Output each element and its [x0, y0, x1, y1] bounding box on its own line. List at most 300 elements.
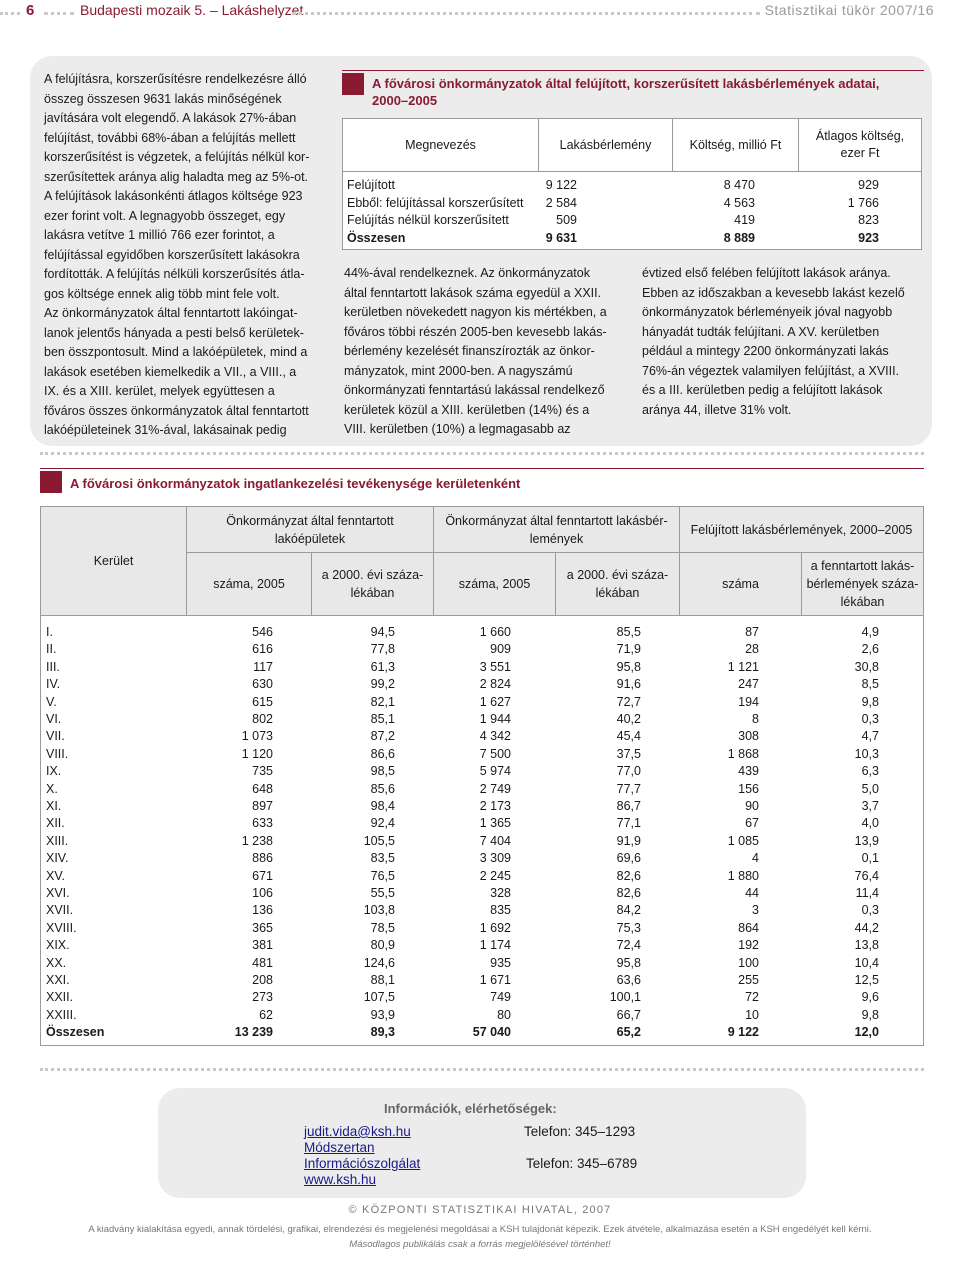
table2-cell: 90	[745, 799, 759, 813]
paragraph-line: főváros többi részén 2005-ben kevesebb lakás-	[344, 324, 607, 339]
table2-row	[41, 972, 925, 989]
district-label: XVII.	[46, 903, 74, 918]
table2-cell: 835	[490, 903, 511, 918]
paragraph-line: Ebben az időszakban a kevesebb lakást kezelő	[642, 285, 905, 300]
table2-cell: 5,0	[861, 781, 879, 796]
table2-cell: 77,7	[616, 781, 641, 796]
table2-cell: 69,6	[616, 851, 641, 866]
table2-cell: 1 671	[479, 973, 511, 987]
methodology-link[interactable]: Módszertan	[304, 1140, 375, 1155]
table2-head-buildings-pct	[311, 553, 433, 615]
table2-cell: 9,8	[861, 694, 879, 709]
table1-row	[343, 177, 923, 194]
series-title: Statisztikai tükör 2007/16	[764, 2, 934, 18]
table2-cell: 98,4	[370, 799, 395, 813]
table1-cell: 4 563	[723, 195, 755, 210]
table2-title-marker	[40, 471, 62, 493]
table2-head-buildings-pct-line1: a 2000. évi száza-	[321, 568, 424, 582]
table2-row	[41, 763, 925, 780]
paragraph-line: gos költsége ennek alig több mint fele volt.	[44, 286, 280, 301]
paragraph-line: például a mintegy 2200 önkormányzati lakás	[642, 344, 889, 358]
paragraph-line: lakóépületeinek 31%-ával, lakásainak pedig	[44, 423, 287, 437]
table2-cell: 4	[752, 851, 759, 866]
footer-notice: A kiadvány kialakítása egyedi, annak tördelési, grafikai, elrendezési és megjelenési megoldásai a KSH tulajdonát képezik. Ezek átvétele, alkalmazása esetén a KSH engedélyét kell kérni.	[88, 1224, 872, 1235]
district-label: XII.	[46, 816, 65, 831]
table2-cell: 63,6	[616, 973, 641, 987]
table2-cell: 83,5	[370, 851, 395, 866]
table2-cell: 103,8	[363, 903, 395, 918]
table2-row	[41, 728, 925, 745]
table2-cell: 117	[253, 659, 273, 674]
table2-cell: 77,0	[616, 764, 641, 779]
table2-cell: 1 121	[727, 659, 759, 674]
table1-title	[342, 70, 924, 109]
table2-head-flats-count: száma, 2005	[433, 553, 555, 615]
table2-cell: 13 239	[234, 1025, 273, 1040]
table2-cell: 935	[490, 955, 511, 970]
table1-cell: 9 122	[545, 178, 577, 192]
header-dotline-left	[0, 12, 20, 15]
footer-publication-note: Másodlagos publikálás csak a forrás megjelölésével történhet!	[349, 1239, 611, 1250]
table2-cell: 7 404	[479, 833, 511, 848]
table2-cell: 55,5	[370, 886, 395, 900]
table2-cell: 44,2	[854, 920, 879, 935]
table2-cell: 10,3	[854, 746, 879, 761]
table2-row	[41, 694, 925, 711]
table1-title-line1: A fővárosi önkormányzatok által felújított, korszerűsített lakásbérlemények adatai,	[372, 76, 880, 91]
table2-cell: 0,3	[861, 712, 879, 726]
table1-cell: 923	[858, 230, 879, 245]
table1-cell: Ebből: felújítással korszerűsített	[347, 195, 524, 210]
table2-row	[41, 833, 925, 850]
district-label: XXI.	[46, 973, 70, 987]
table2-cell: 633	[252, 816, 273, 831]
table2-cell: 8	[752, 712, 759, 726]
info-title: Információk, elérhetőségek:	[384, 1101, 557, 1116]
section-divider	[40, 452, 924, 455]
paragraph-line: A felújításra, korszerűsítésre rendelkezésre álló	[44, 72, 307, 86]
table2-cell: 124,6	[363, 955, 395, 970]
table2-head-group2-line1: Önkormányzat által fenntartott lakásbér-	[445, 513, 668, 528]
table2-title	[40, 468, 924, 493]
table2-cell: 86,7	[616, 799, 641, 813]
district-label: V.	[46, 694, 57, 709]
table2-row	[41, 937, 925, 954]
table2-cell: 37,5	[616, 746, 641, 761]
table2-cell: 1 238	[241, 833, 273, 848]
table2-cell: 615	[252, 694, 273, 709]
table2-cell: 85,5	[616, 625, 641, 639]
text-column-right	[642, 264, 924, 420]
table2-cell: 1 627	[479, 694, 511, 709]
table2-cell: 71,9	[616, 642, 641, 657]
paragraph-line: Az önkormányzatok által fenntartott lakóingat-	[44, 306, 298, 320]
paragraph-line: lanok jelentős hányada a pesti belső kerületek-	[44, 325, 304, 340]
table2-head-share-line2: bérlemények száza-	[806, 577, 919, 591]
table2-cell: 77,8	[370, 642, 395, 657]
district-label: XXII.	[46, 990, 74, 1005]
district-label: Összesen	[46, 1025, 105, 1040]
table2-cell: 208	[252, 973, 273, 987]
district-label: XV.	[46, 868, 66, 883]
table2-cell: 2 824	[479, 677, 511, 692]
table2-row	[41, 676, 925, 693]
district-label: VIII.	[46, 746, 69, 761]
paragraph-line: hányadát tudták felújítani. A XV. kerületben	[642, 324, 880, 339]
table2-cell: 439	[738, 764, 759, 779]
table2-row	[41, 746, 925, 763]
table2-cell: 99,2	[370, 677, 395, 692]
table2-cell: 897	[252, 799, 273, 813]
paragraph-line: önkormányzatok bérleményeik jóval nagyobb	[642, 305, 893, 319]
table2-cell: 10,4	[854, 955, 879, 970]
table2-cell: 66,7	[616, 1007, 641, 1022]
table2-cell: 100,1	[609, 990, 641, 1005]
table2-cell: 546	[252, 625, 273, 639]
table2-cell: 616	[252, 642, 273, 657]
table1-title-marker	[342, 73, 364, 95]
table2-cell: 82,6	[616, 886, 641, 900]
table2-head-group1-line2: lakóépületek	[274, 531, 346, 546]
district-label: XVIII.	[46, 920, 77, 935]
table2-cell: 85,6	[370, 781, 395, 796]
phone-1: Telefon: 345–1293	[524, 1124, 636, 1139]
table1-cell: 9 631	[545, 230, 577, 245]
table2-cell: 9 122	[727, 1025, 759, 1040]
district-label: XXIII.	[46, 1007, 77, 1022]
district-label: II.	[46, 642, 57, 657]
info-service-link[interactable]: Információszolgálat	[304, 1156, 421, 1171]
table2-cell: 72	[745, 990, 759, 1005]
table2-head-group1-line1: Önkormányzat által fenntartott	[226, 513, 394, 528]
table2-cell: 156	[738, 781, 759, 796]
table2-row	[41, 659, 925, 676]
table2-cell: 8,5	[861, 677, 879, 692]
table2-cell: 2 749	[479, 781, 511, 796]
paragraph-line: 44%-ával rendelkeznek. Az önkormányzatok	[344, 266, 590, 280]
table2-cell: 4,7	[861, 729, 879, 744]
table2-cell: 10	[745, 1007, 759, 1022]
district-label: IV.	[46, 677, 61, 692]
table2-header	[40, 506, 924, 616]
table2-cell: 4,0	[861, 816, 879, 831]
table2-cell: 1 868	[727, 746, 759, 761]
table2-cell: 92,4	[370, 816, 395, 831]
table2-cell: 4,9	[861, 625, 879, 639]
table2-row	[41, 815, 925, 832]
table2-cell: 328	[490, 886, 511, 900]
paragraph-line: kerületek közül a XIII. kerületben (14%) és a	[344, 402, 590, 417]
table1-cell: 8 889	[723, 230, 755, 245]
paragraph-line: felújítással egyidőben korszerűsített lakásokra	[44, 247, 300, 262]
table1-cell: 1 766	[847, 195, 879, 210]
table2-row	[41, 868, 925, 885]
table2-cell: 255	[738, 973, 759, 987]
table2-row	[41, 850, 925, 867]
table2-body	[40, 616, 924, 1046]
table2-row	[41, 989, 925, 1006]
table2-cell: 194	[738, 694, 759, 709]
table1-cell: Felújítás nélkül korszerűsített	[347, 213, 509, 227]
table2-head-group2	[433, 507, 679, 552]
paragraph-line: IX. és a XIII. kerület, melyek együttesen a	[44, 384, 275, 398]
table2-cell: 57 040	[472, 1025, 511, 1040]
table2-cell: 273	[252, 990, 273, 1005]
table2-cell: 735	[252, 764, 273, 779]
table2-head-flats-pct-line2: lékában	[595, 586, 640, 600]
paragraph-line: főváros összes önkormányzatok által fenntartott	[44, 403, 309, 418]
table1-cell: 419	[734, 213, 755, 227]
table2-cell: 3 551	[479, 659, 511, 674]
table2-head-district: Kerület	[41, 507, 187, 615]
table2-cell: 2,6	[861, 642, 879, 657]
table2-head-group3: Felújított lakásbérlemények, 2000–2005	[679, 507, 923, 552]
table2-cell: 93,9	[370, 1007, 395, 1022]
table2-row	[41, 920, 925, 937]
table2-cell: 13,8	[854, 938, 879, 953]
table1-row	[343, 230, 923, 247]
table2-cell: 12,5	[854, 973, 879, 987]
table2-cell: 88,1	[370, 973, 395, 987]
table2-cell: 67	[745, 816, 759, 831]
table2-head-flats-pct	[555, 553, 679, 615]
paragraph-line: évtized első felében felújított lakások aránya.	[642, 266, 891, 280]
table2-cell: 1 692	[479, 920, 511, 935]
table2-cell: 1 365	[479, 816, 511, 831]
table2-cell: 12,0	[854, 1025, 879, 1040]
table2-cell: 7 500	[479, 746, 511, 761]
table2-cell: 30,8	[854, 659, 879, 674]
table2-head-buildings-pct-line2: lékában	[350, 586, 395, 600]
table2-row	[41, 641, 925, 658]
district-label: XIV.	[46, 851, 69, 866]
table2-cell: 11,4	[855, 886, 879, 900]
table2-cell: 84,2	[616, 903, 641, 918]
table2-cell: 44	[745, 886, 759, 900]
table2-cell: 65,2	[616, 1025, 641, 1040]
ksh-website-link[interactable]: www.ksh.hu	[304, 1172, 377, 1187]
table2-cell: 62	[259, 1007, 273, 1022]
table2-cell: 91,6	[616, 677, 641, 692]
district-label: XI.	[46, 799, 62, 813]
table2-cell: 87	[745, 625, 759, 639]
publication-title: Budapesti mozaik 5. – Lakáshelyzet	[80, 2, 304, 18]
table2-cell: 80	[497, 1007, 511, 1022]
header-dotline-mid	[44, 12, 74, 15]
header-dotline-right	[292, 12, 760, 15]
district-label: III.	[46, 659, 60, 674]
paragraph-line: szerűsítettek aránya alig haladta meg az 5%-ot.	[44, 169, 309, 184]
paragraph-line: lakások esetében kiemelkedik a VII., a VIII., a	[44, 364, 297, 379]
table2-row	[41, 798, 925, 815]
table2-cell: 86,6	[370, 746, 395, 761]
paragraph-line: által fenntartott lakások száma egyedül a XXII.	[344, 285, 602, 300]
table2-cell: 630	[252, 677, 273, 692]
table1-head-cost: Költség, millió Ft	[673, 119, 799, 171]
table2-head-buildings-count: száma, 2005	[213, 577, 285, 591]
table2-cell: 381	[252, 938, 273, 953]
table2-row	[41, 711, 925, 728]
paragraph-line: korszerűsítést is végzetek, a felújítás nélkül kor-	[44, 150, 310, 164]
table2-cell: 749	[490, 990, 511, 1005]
table2-cell: 3	[752, 903, 759, 918]
table2-cell: 802	[252, 712, 273, 726]
district-label: XIX.	[46, 938, 70, 953]
table2-cell: 1 174	[479, 938, 511, 953]
table2-cell: 89,3	[370, 1025, 395, 1040]
table2-cell: 2 173	[479, 799, 511, 813]
table1-cell: 509	[556, 213, 577, 227]
district-label: VI.	[46, 712, 62, 726]
table2-cell: 365	[252, 920, 273, 935]
table2-cell: 6,3	[861, 764, 879, 779]
table2-cell: 72,4	[616, 938, 641, 953]
table2-row	[41, 885, 925, 902]
table2-cell: 87,2	[370, 729, 395, 744]
paragraph-line: VIII. kerületben (10%) a legmagasabb az	[344, 422, 571, 436]
table1-head-units: Lakásbérlemény	[539, 119, 673, 171]
table2-cell: 308	[738, 729, 759, 744]
paragraph-line: A felújítások lakásonkénti átlagos költsége 923	[44, 189, 303, 203]
table2-cell: 94,5	[370, 625, 395, 639]
table1-cell: 929	[858, 178, 879, 192]
table2-cell: 61,3	[370, 659, 395, 674]
table2-cell: 77,1	[616, 816, 641, 831]
table2-cell: 864	[738, 920, 759, 935]
table1-head-name: Megnevezés	[343, 119, 539, 171]
email-link[interactable]: judit.vida@ksh.hu	[304, 1124, 411, 1139]
table2-cell: 98,5	[370, 764, 395, 779]
table2-row	[41, 902, 925, 919]
table2-cell: 82,6	[616, 868, 641, 883]
table2-cell: 3,7	[861, 799, 879, 813]
paragraph-line: aránya 44, illetve 31% volt.	[642, 402, 792, 417]
table2-head-flats-pct-line1: a 2000. évi száza-	[566, 568, 669, 582]
table2-cell: 9,6	[861, 990, 879, 1005]
table2-cell: 1 660	[479, 625, 511, 639]
text-column-left	[44, 70, 330, 441]
table2-cell: 136	[252, 903, 273, 918]
table2-row	[41, 624, 925, 641]
table2-cell: 85,1	[370, 712, 395, 726]
paragraph-line: mányzatok, mint 2000-ben. A nagyszámú	[344, 363, 573, 378]
table2-cell: 1 085	[727, 833, 759, 848]
district-label: XIII.	[46, 833, 69, 848]
table2-row	[41, 1007, 925, 1024]
table2-cell: 95,8	[616, 955, 641, 970]
table2-cell: 9,8	[861, 1007, 879, 1022]
table2-cell: 481	[252, 955, 273, 970]
table2-cell: 82,1	[370, 694, 395, 709]
paragraph-line: önkormányzati fenntartású lakással rendelkező	[344, 383, 605, 397]
table1-title-rule	[342, 70, 924, 71]
district-label: XX.	[46, 955, 67, 970]
table2-head-renovated-share	[801, 553, 923, 615]
district-label: VII.	[46, 729, 65, 744]
table2-cell: 1 073	[241, 729, 273, 744]
district-label: I.	[46, 625, 53, 639]
table1-cell: 2 584	[545, 195, 577, 210]
table2-cell: 2 245	[479, 868, 511, 883]
table2-title-rule	[40, 468, 924, 469]
table2-cell: 107,5	[363, 990, 395, 1005]
district-label: XVI.	[46, 886, 70, 900]
table2-cell: 5 974	[479, 764, 511, 779]
table2-cell: 1 944	[479, 712, 511, 726]
table2-cell: 909	[490, 642, 511, 657]
paragraph-line: 76%-án végeztek valamilyen felújítást, a XVIII.	[642, 363, 900, 378]
paragraph-line: fordították. A felújítás nélküli korszerűsítés átla-	[44, 267, 305, 281]
district-label: X.	[46, 781, 58, 796]
table2-cell: 105,5	[363, 833, 395, 848]
paragraph-line: felújítást, további 68%-ában a felújítás mellett	[44, 130, 296, 145]
paragraph-line: ben összpontosult. Mind a lakóépületek, mind a	[44, 345, 308, 359]
table2-cell: 28	[745, 642, 759, 657]
table2-cell: 40,2	[616, 712, 641, 726]
table1-cell: 8 470	[723, 178, 755, 192]
table2-cell: 4 342	[479, 729, 511, 744]
table2-head-renovated-count: száma	[679, 553, 801, 615]
table1-cell: Felújított	[347, 178, 395, 192]
table2-cell: 72,7	[616, 694, 641, 709]
table2-cell: 80,9	[370, 938, 395, 953]
table2-cell: 75,3	[616, 920, 641, 935]
table2-cell: 13,9	[854, 833, 879, 848]
table2-cell: 648	[252, 781, 273, 796]
table2-row	[41, 781, 925, 798]
paragraph-line: lakásra vetítve 1 millió 766 ezer forintot, a	[44, 228, 275, 242]
table1-head-avg: Átlagos költség, ezer Ft	[815, 129, 905, 160]
table2-cell: 76,4	[854, 868, 879, 883]
table2-cell: 3 309	[479, 851, 511, 866]
table1-cell: 823	[858, 213, 879, 227]
table2-cell: 1 880	[727, 868, 759, 883]
table2-cell: 0,1	[861, 851, 879, 866]
table2-head-group2-line2: lemények	[529, 531, 584, 546]
table2-cell: 192	[738, 938, 759, 953]
table1-header	[342, 118, 922, 172]
table2-cell: 45,4	[616, 729, 641, 744]
page-header	[0, 0, 960, 26]
paragraph-line: bérlemény kezelését finanszírozták az önkor-	[344, 344, 595, 358]
copyright: © KÖZPONTI STATISZTIKAI HIVATAL, 2007	[348, 1204, 612, 1216]
table2-row	[41, 1024, 925, 1041]
paragraph-line: és a III. kerületben pedig a felújított lakások	[642, 383, 883, 397]
text-column-middle	[344, 264, 620, 440]
table2-cell: 106	[252, 886, 273, 900]
table2-cell: 0,3	[861, 903, 879, 918]
paragraph-line: összeg összesen 9631 lakás minőségének	[44, 91, 282, 106]
table2-cell: 91,9	[616, 833, 641, 848]
table1-row	[343, 212, 923, 229]
table2-cell: 100	[738, 955, 759, 970]
table2-cell: 247	[738, 677, 759, 692]
paragraph-line: kerületben növekedett nagyon kis mértékben, a	[344, 305, 607, 319]
table2-cell: 886	[252, 851, 273, 866]
table2-title-text: A fővárosi önkormányzatok ingatlankezelési tevékenysége kerületenként	[70, 476, 521, 491]
table2-cell: 95,8	[616, 659, 641, 674]
paragraph-line: javítására volt elegendő. A lakások 27%-ában	[44, 111, 297, 125]
table2-head-share-line3: lékában	[840, 595, 885, 609]
table2-cell: 78,5	[370, 920, 395, 935]
table1-title-line2: 2000–2005	[372, 93, 438, 108]
table2-head-share-line1: a fenntartott lakás-	[810, 559, 915, 573]
footer-divider	[40, 1068, 924, 1071]
table2-head-group1	[187, 507, 433, 552]
table2-cell: 1 120	[241, 746, 273, 761]
table1-body	[342, 172, 922, 250]
table1-row	[343, 195, 923, 212]
